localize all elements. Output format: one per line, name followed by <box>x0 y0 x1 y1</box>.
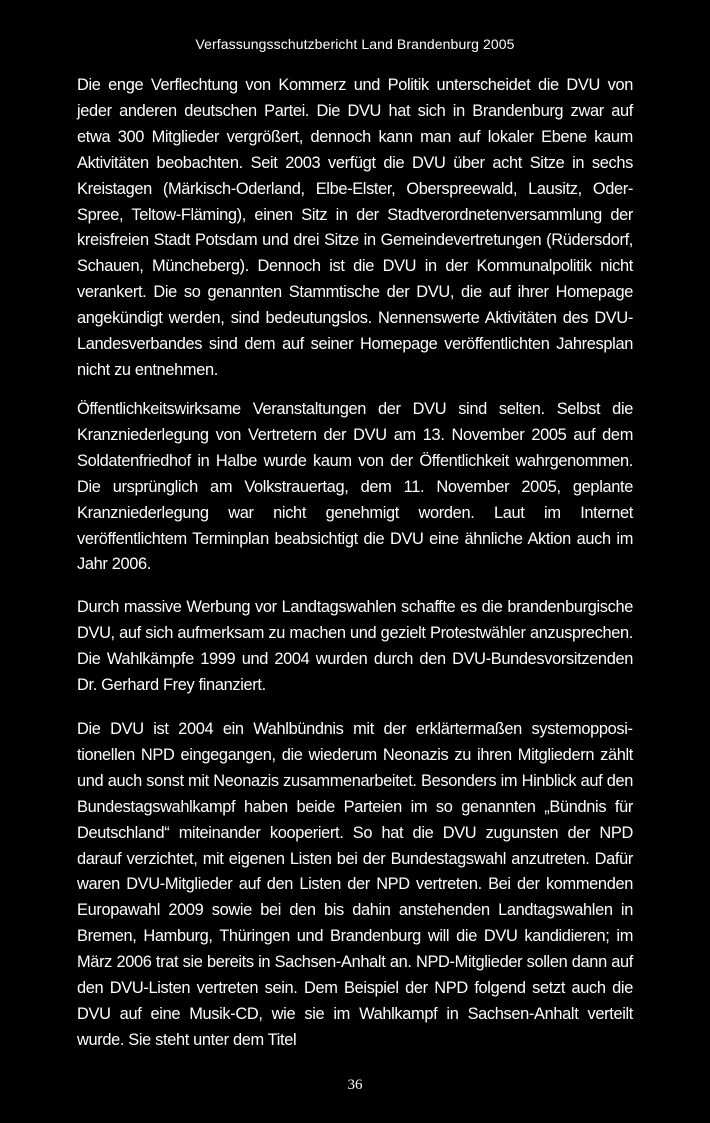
paragraph-2: Öffentlichkeitswirksame Veranstaltungen der DVU sind selten. Selbst die Kranzniederlegung von Vertretern der DVU am 13. November 2005 auf dem Soldatenfriedhof in Halbe wurde kaum von der Öffentlichkeit wahrgenommen. Die ursprünglich am Volkstrauertag, dem 11. November 2005, geplante Kranzniederlegung war nicht genehmigt worden. Laut im Internet veröffentlichtem Terminplan beabsichtigt die DVU eine ähnliche Aktion auch im Jahr 2006. <box>77 400 633 574</box>
page-number: 36 <box>347 1077 363 1093</box>
page-header: Verfassungsschutzbericht Land Brandenburg 2005 <box>195 36 515 52</box>
paragraph-1: Die enge Verflechtung von Kommerz und Politik unterscheidet die DVU von jeder anderen deutschen Partei. Die DVU hat sich in Brandenburg zwar auf etwa 300 Mitglieder vergrößert, dennoch kann man auf lokaler Ebene kaum Aktivitäten beobachten. Seit 2003 verfügt die DVU über acht Sitze in sechs Kreistagen (Märkisch-Oderland, Elbe-Elster, Oberspreewald, Lausitz, Oder-Spree, Teltow-Fläming), einen Sitz in der Stadtverordnetenversammlung der kreisfreien Stadt Potsdam und drei Sitze in Gemeindevertretungen (Rüdersdorf, Schauen, Müncheberg). Dennoch ist die DVU in der Kommunalpolitik nicht verankert. Die so genannten Stammtische der DVU, die auf ihrer Homepage angekündigt werden, sind bedeutungslos. Nennenswerte Aktivitäten des DVU-Landesverbandes sind dem auf seiner Homepage veröffentlichten Jahresplan nicht zu entnehmen. <box>77 76 633 379</box>
paragraph-4: Die DVU ist 2004 ein Wahlbündnis mit der erklärtermaßen systemoppositionellen NPD eingegangen, die wiederum Neonazis zu ihren Mitgliedern zählt und auch sonst mit Neonazis zusammenarbeitet. Besonders im Hinblick auf den Bundestagswahlkampf haben beide Parteien im so genannten „Bündnis für Deutschland“ miteinander kooperiert. So hat die DVU zugunsten der NPD darauf verzichtet, mit eigenen Listen bei der Bundestagswahl anzutreten. Dafür waren DVU-Mitglieder auf den Listen der NPD vertreten. Bei der kommenden Europawahl 2009 sowie bei den bis dahin anstehenden Landtagswahlen in Bremen, Hamburg, Thüringen und Brandenburg will die DVU kandidieren; im März 2006 trat sie bereits in Sachsen-Anhalt an. NPD-Mitglieder sollen dann auf den DVU-Listen vertreten sein. Dem Beispiel der NPD folgend setzt auch die DVU auf eine Musik-CD, wie sie im Wahlkampf in Sachsen-Anhalt verteilt wurde. Sie steht unter dem Titel <box>77 720 633 1049</box>
paragraph-3: Durch massive Werbung vor Landtagswahlen schaffte es die brandenburgische DVU, auf sich aufmerksam zu machen und gezielt Protestwähler anzusprechen. Die Wahlkämpfe 1999 und 2004 wurden durch den DVU-Bundesvorsitzenden Dr. Gerhard Frey finanziert. <box>77 598 633 694</box>
